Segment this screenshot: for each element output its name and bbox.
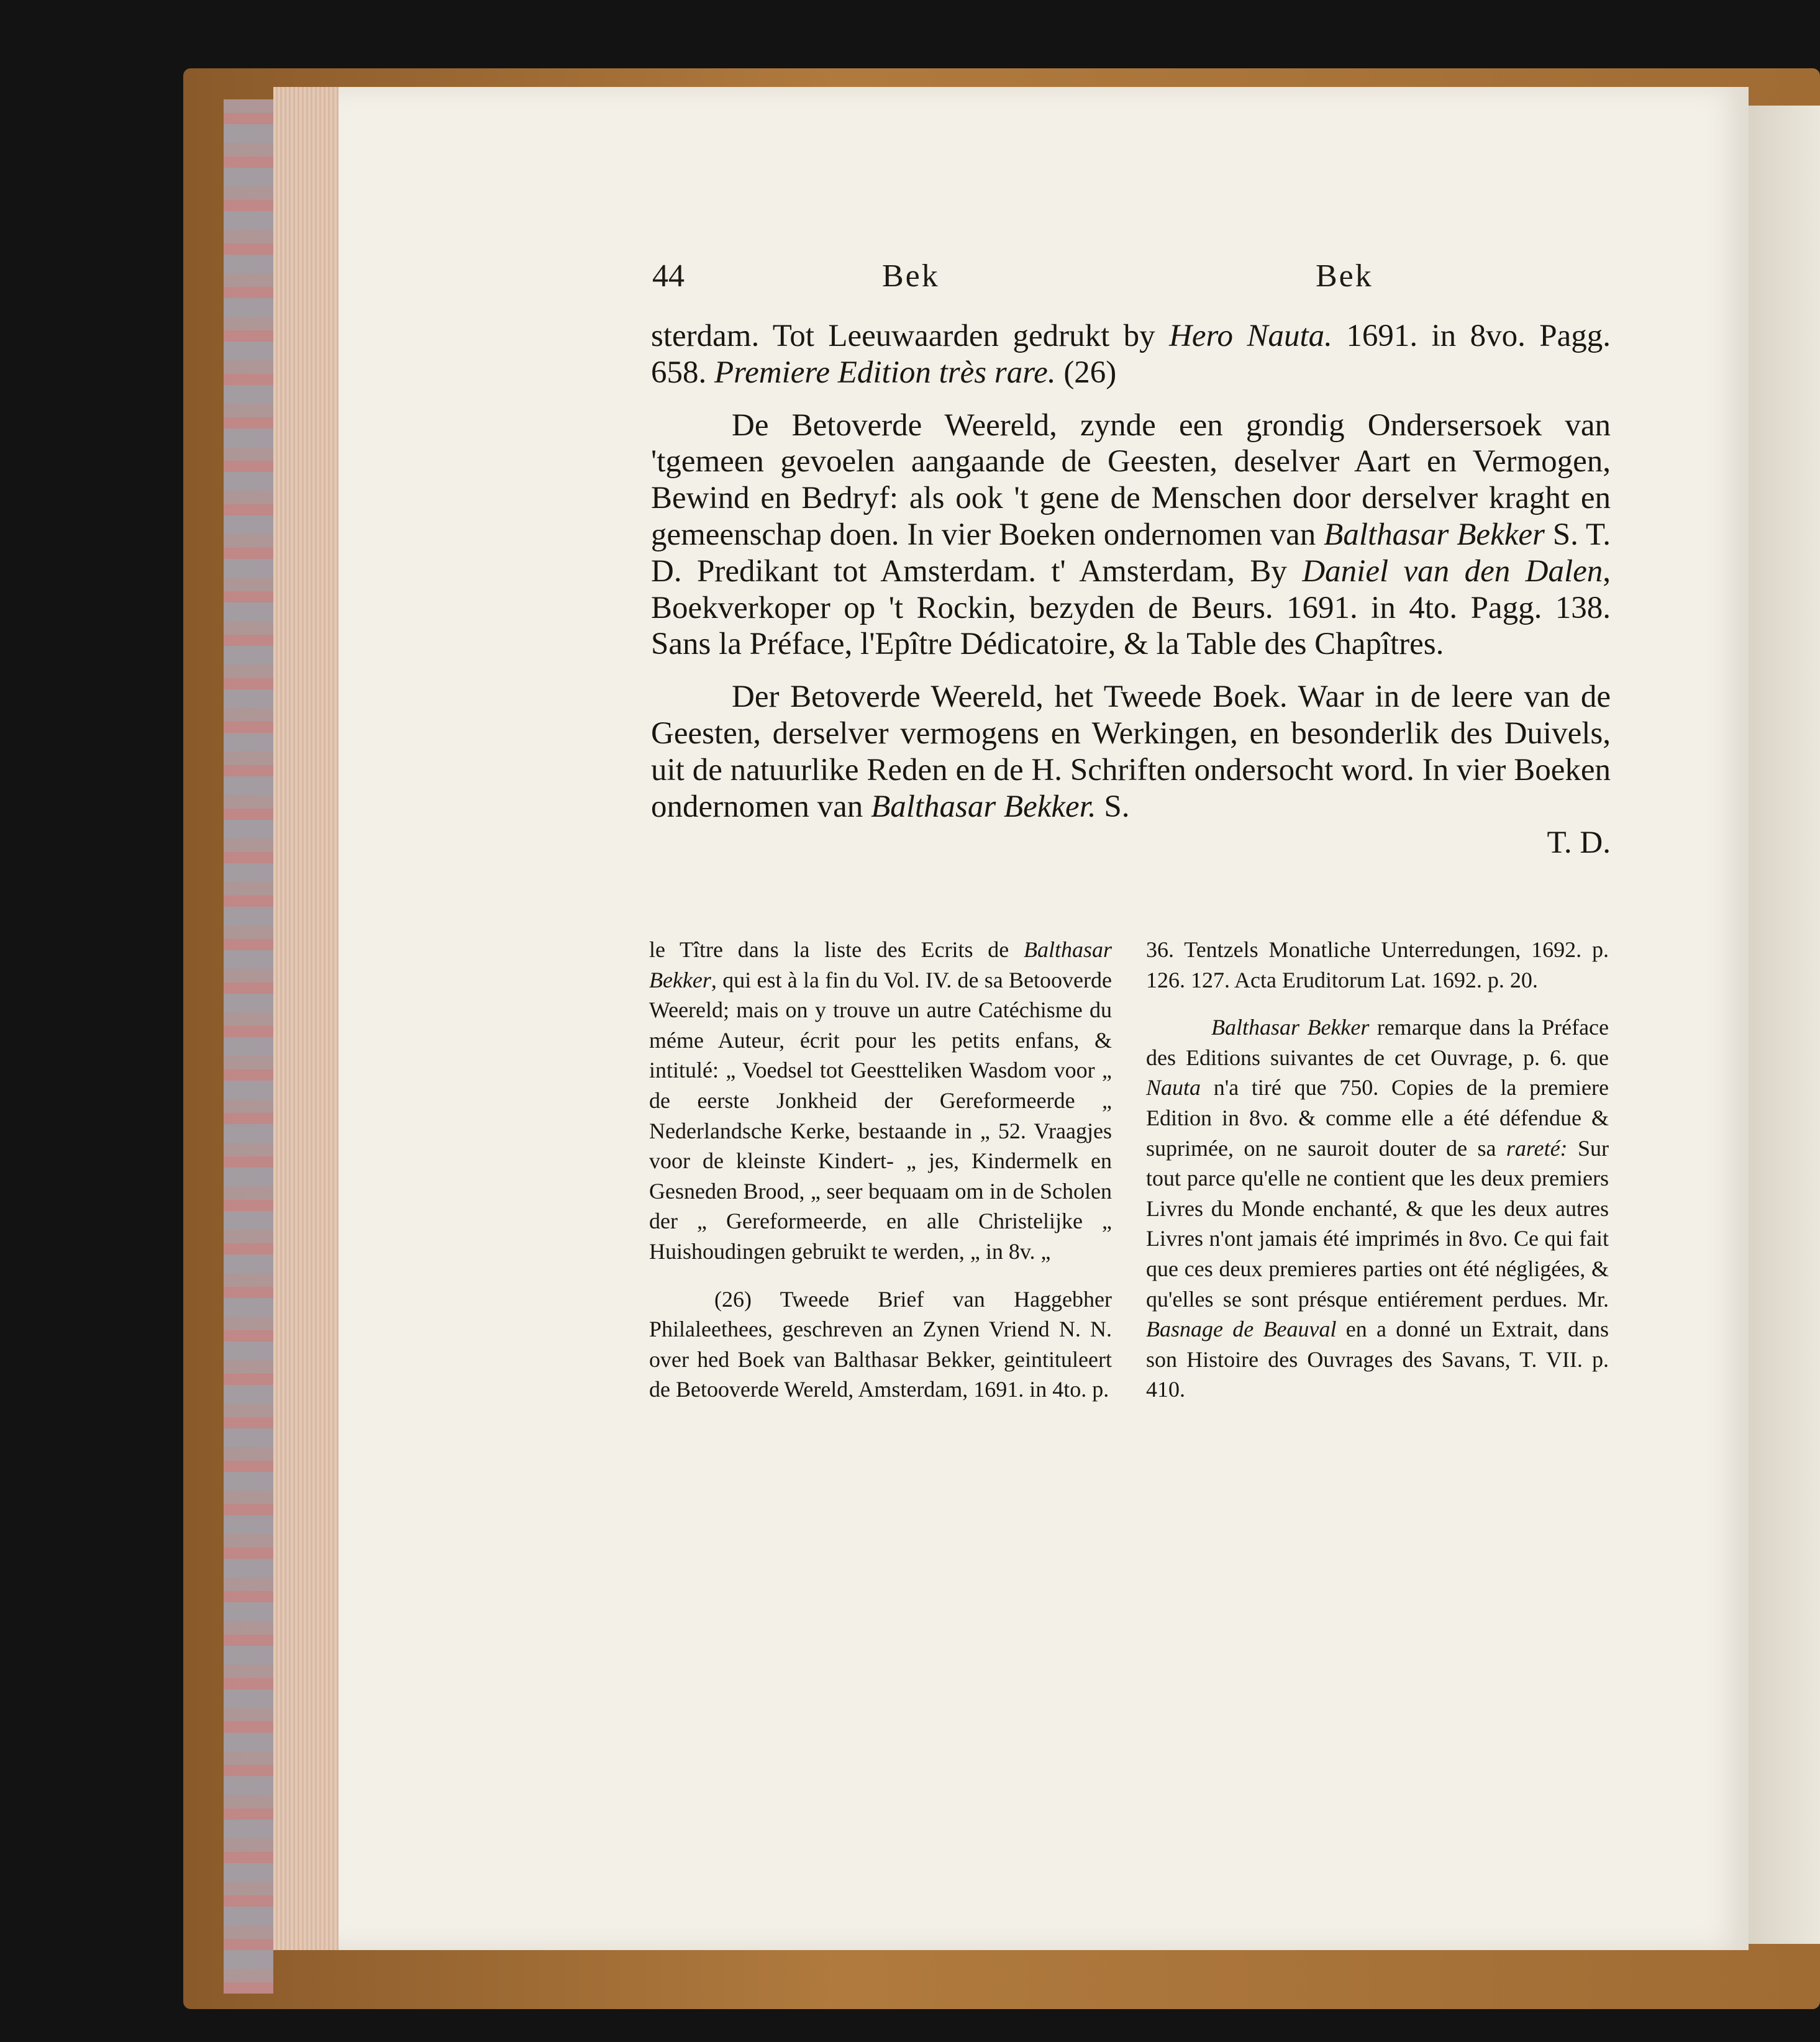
page-edges <box>273 87 342 1950</box>
marbled-endpaper <box>224 99 273 1994</box>
footnote-preface-remark: Balthasar Bekker remarque dans la Préface des Editions suivantes de cet Ouvrage, p. 6. que Nauta n'a tiré que 750. Copies de la premiere Edition in 8vo. & comme elle a été défendue & suprimée, on ne sauroit douter de sa rareté: Sur tout parce qu'elle ne contient que les deux premiers Livres du Monde enchanté, & que les deux autres Livres n'ont jamais été imprimés in 8vo. Ce qui fait que ces deux premieres parties ont été négligées, & qu'elles se sont présque entiérement perdues. Mr. Basnage de Beauval en a donné un Extrait, dans son Histoire des Ouvrages des Savans, T. VII. p. 410. <box>1146 1015 1609 1402</box>
page-number: 44 <box>652 258 685 294</box>
facing-page-edge <box>1749 106 1820 1944</box>
footnotes-right-column <box>1146 935 1609 1405</box>
main-text <box>651 318 1611 861</box>
paragraph-tweede-boek-end: T. D. <box>1547 825 1611 861</box>
footnotes-left-column <box>649 935 1112 1405</box>
paragraph-tweede-boek: Der Betoverde Weereld, het Tweede Boek. Waar in de leere van de Geesten, derselver vermogens en Werkingen, en besonderlik des Duivels, uit de natuurlike Reden en de H. Schriften ondersocht word. In vier Boeken ondernomen van Balthasar Bekker. S. <box>651 679 1611 824</box>
running-head-right: Bek <box>1316 258 1373 294</box>
running-head-left: Bek <box>882 258 940 294</box>
paragraph-betoverde-weereld: De Betoverde Weereld, zynde een grondig Ondersersoek van 'tgemeen gevoelen aangaande de Geesten, deselver Aart en Vermogen, Bewind en Bedryf: als ook 't gene de Menschen door derselver kraght en gemeenschap doen. In vier Boeken ondernomen van Balthasar Bekker S. T. D. Predikant tot Amsterdam. t' Amsterdam, By Daniel van den Dalen, Boekverkoper op 't Rockin, bezyden de Beurs. 1691. in 4to. Pagg. 138. Sans la Préface, l'Epître Dédicatoire, & la Table des Chapîtres. <box>651 407 1611 662</box>
footnote-26-continuation: 36. Tentzels Monatliche Unterredungen, 1692. p. 126. 127. Acta Eruditorum Lat. 1692. p. 20. <box>1146 937 1609 992</box>
footnote-catechism: le Tître dans la liste des Ecrits de Balthasar Bekker, qui est à la fin du Vol. IV. de sa Betooverde Weereld; mais on y trouve un autre Catéchisme du méme Auteur, écrit pour les petits enfans, & intitulé: „ Voedsel tot Geestteliken Wasdom voor „ de eerste Jonkheid der Gereformeerde „ Nederlandsche Kerke, bestaande in „ 52. Vraagjes voor de kleinste Kindert- „ jes, Kindermelk en Gesneden Brood, „ seer bequaam om in de Scholen der „ Gereformeerde, en alle Christelijke „ Huishoudingen gebruikt te werden, „ in 8v. „ <box>649 937 1112 1264</box>
paragraph-entry-continuation: sterdam. Tot Leeuwaarden gedrukt by Hero Nauta. 1691. in 8vo. Pagg. 658. Premiere Edition très rare. (26) <box>651 319 1611 390</box>
footnote-26: (26) Tweede Brief van Haggebher Philaleethees, geschreven an Zynen Vriend N. N. over hed Boek van Balthasar Bekker, geintituleert de Betooverde Wereld, Amsterdam, 1691. in 4to. p. <box>649 1286 1112 1402</box>
